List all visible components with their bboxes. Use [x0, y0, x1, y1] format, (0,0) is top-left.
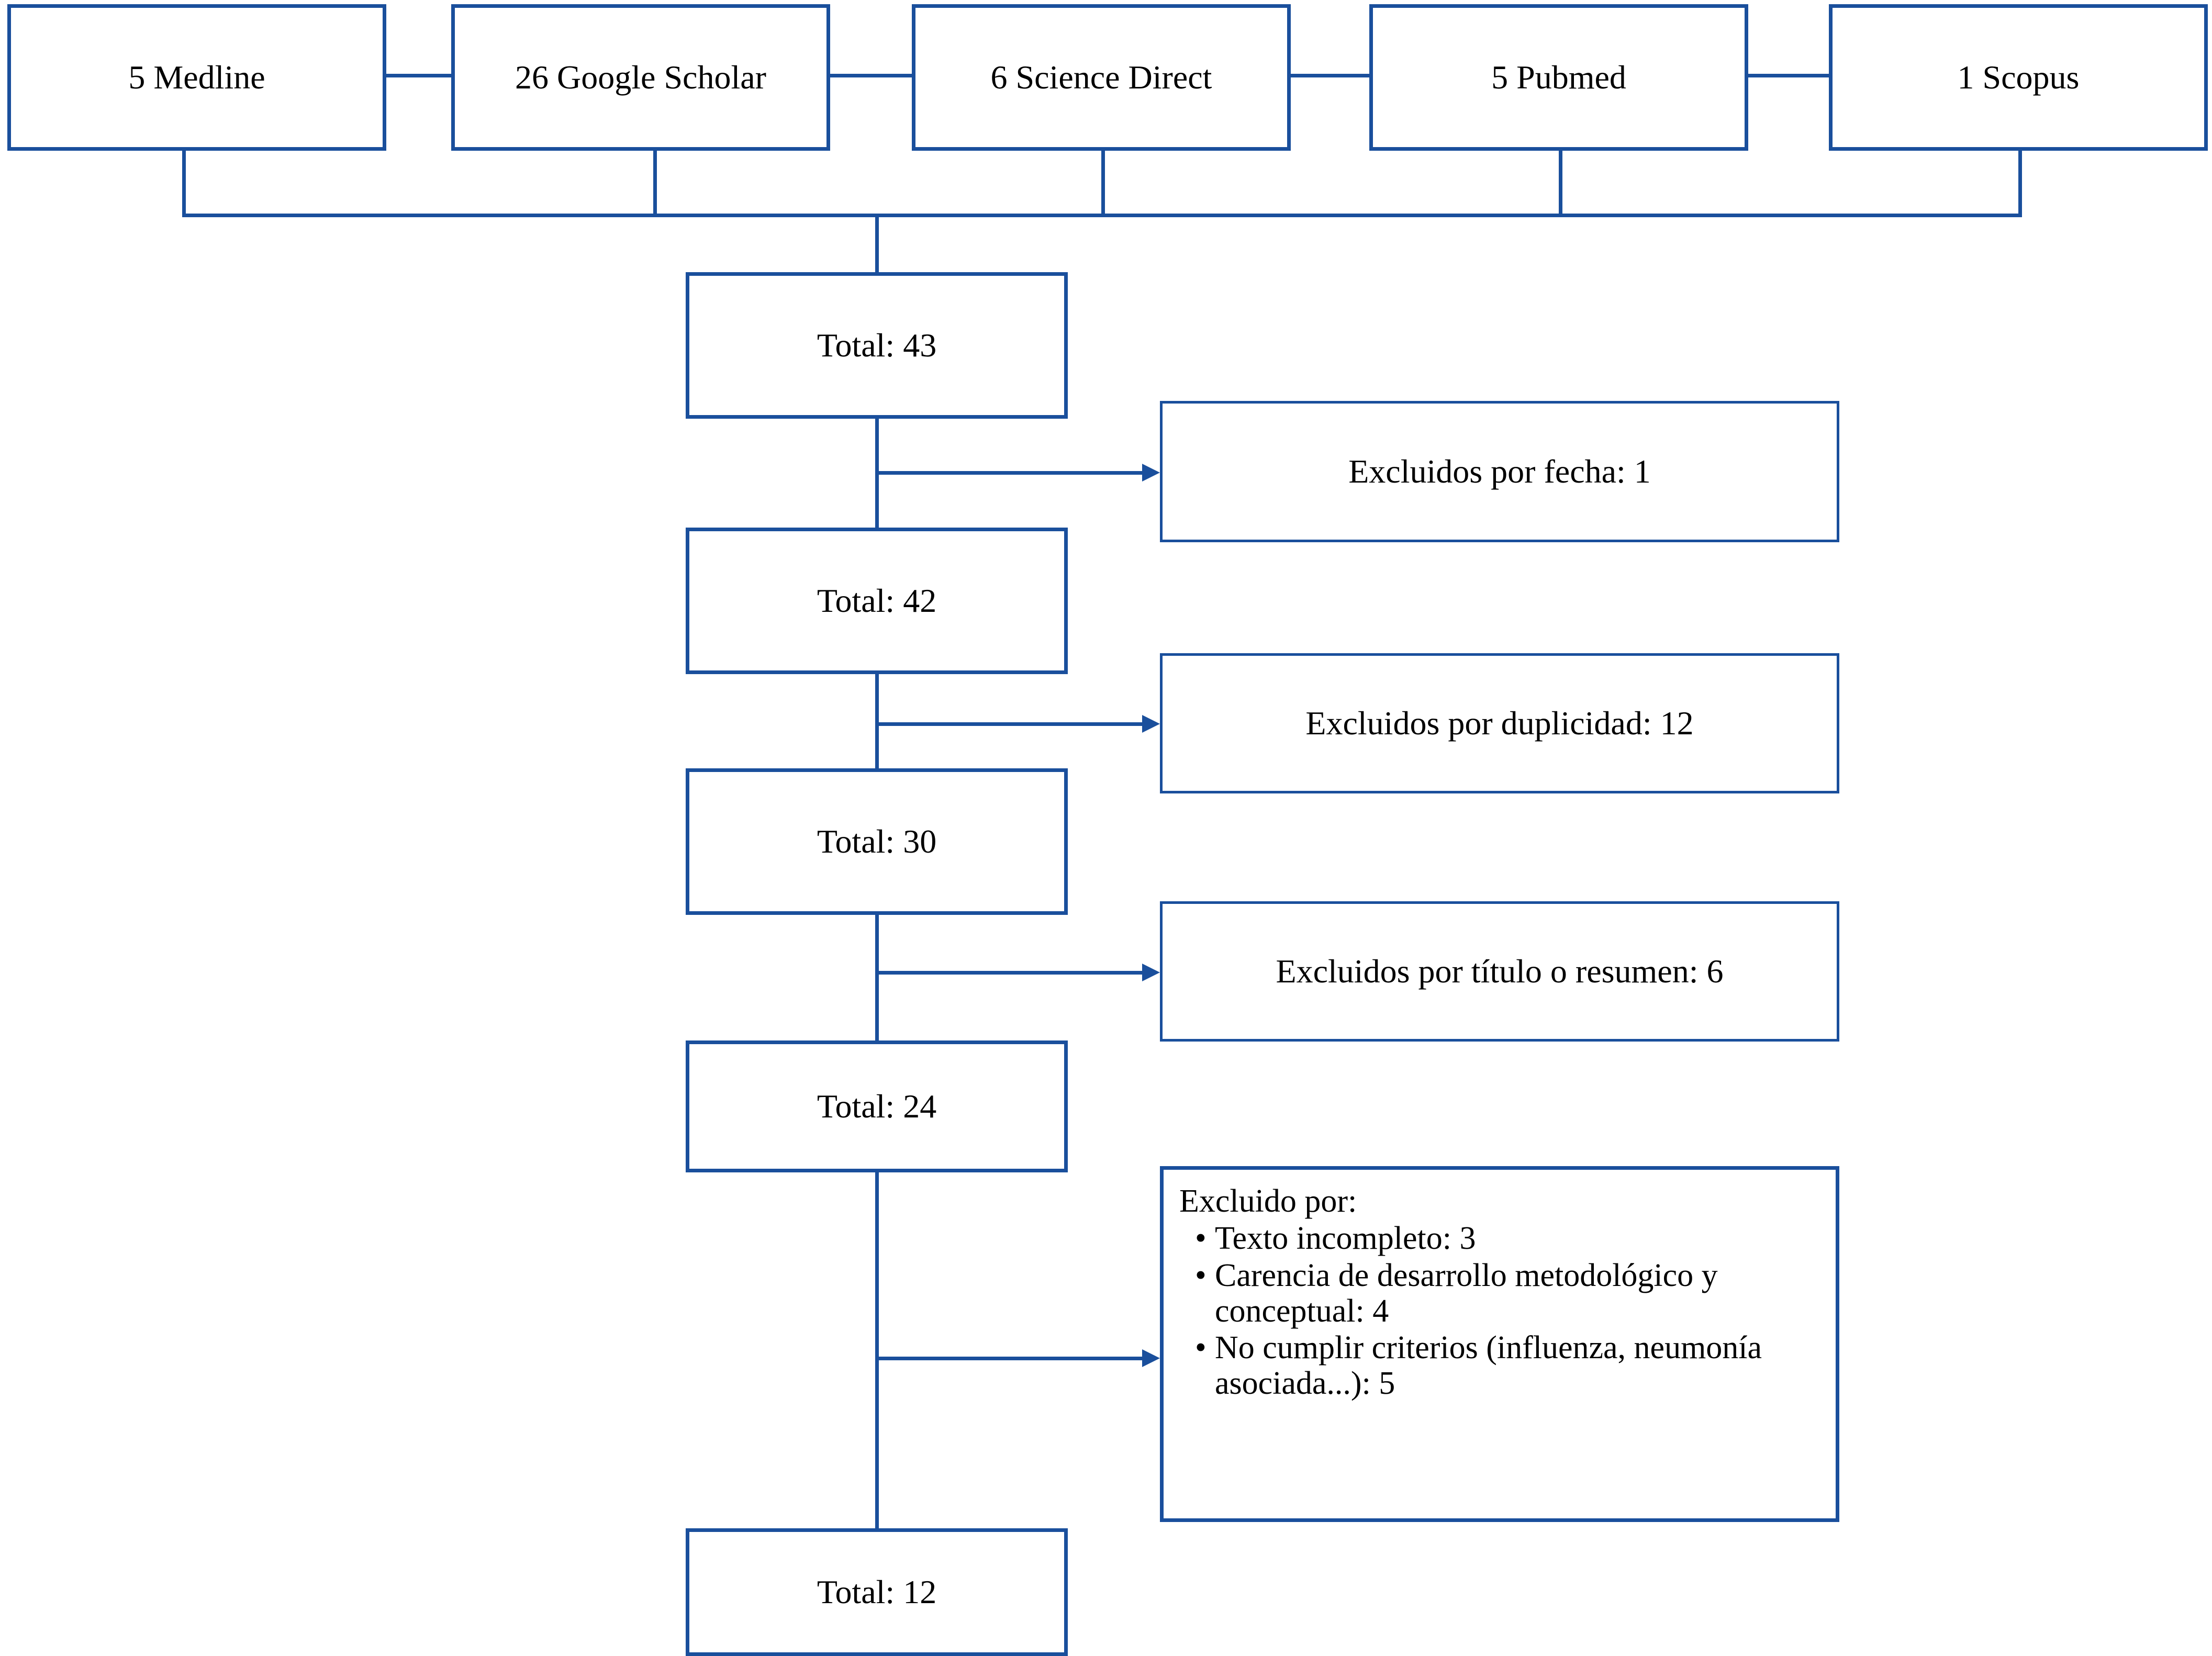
source-box-scopus [1829, 4, 2208, 151]
connector-pubmed-scopus [1748, 74, 1829, 77]
total-box-12-label: Total: 12 [817, 1573, 937, 1611]
exclusion-box-reasons [1160, 1166, 1839, 1522]
source-box-google-scholar [451, 4, 830, 151]
manifold-bus [182, 214, 2022, 217]
exclusion-reason-item: • No cumplir criterios (influenza, neumonía asociada...): 5 [1212, 1330, 1820, 1401]
drop-google-scholar [653, 151, 657, 217]
source-box-scopus-label: 1 Scopus [1957, 59, 2080, 96]
drop-scopus [2018, 151, 2022, 217]
exclusion-reasons-list [1179, 1221, 1820, 1401]
total-box-42 [686, 528, 1068, 674]
exclusion-box-duplicate-label: Excluidos por duplicidad: 12 [1305, 704, 1694, 742]
arrow-head-excluded-title [1142, 964, 1160, 981]
arrow-head-excluded-date [1142, 464, 1160, 482]
source-box-google-scholar-label: 26 Google Scholar [515, 59, 766, 96]
connector-scholar-sciencedirect [830, 74, 912, 77]
exclusion-box-duplicate [1160, 653, 1839, 793]
total-box-30-label: Total: 30 [817, 823, 937, 860]
connector-24-to-12 [875, 1172, 879, 1528]
arrow-line-excluded-duplicate [875, 722, 1142, 726]
source-box-pubmed [1369, 4, 1748, 151]
exclusion-box-date [1160, 401, 1839, 542]
connector-medline-scholar [386, 74, 451, 77]
arrow-head-excluded-reasons [1142, 1349, 1160, 1367]
source-box-medline-label: 5 Medline [128, 59, 265, 96]
total-box-12 [686, 1528, 1068, 1656]
exclusion-reason-item: • Carencia de desarrollo metodológico y conceptual: 4 [1212, 1258, 1820, 1329]
total-box-42-label: Total: 42 [817, 582, 937, 620]
total-box-30 [686, 768, 1068, 915]
arrow-line-excluded-reasons [875, 1357, 1142, 1360]
connector-sciencedirect-pubmed [1291, 74, 1369, 77]
drop-pubmed [1559, 151, 1562, 217]
exclusion-box-reasons-lead: Excluido por: [1179, 1183, 1357, 1219]
drop-science-direct [1101, 151, 1105, 217]
source-box-medline [7, 4, 386, 151]
exclusion-box-title-abstract-label: Excluidos por título o resumen: 6 [1276, 953, 1724, 990]
exclusion-reason-item: • Texto incompleto: 3 [1212, 1221, 1820, 1256]
bus-to-total-43 [875, 214, 879, 273]
source-box-science-direct-label: 6 Science Direct [990, 59, 1212, 96]
total-box-43 [686, 272, 1068, 419]
connector-42-to-30 [875, 674, 879, 768]
source-box-pubmed-label: 5 Pubmed [1491, 59, 1626, 96]
exclusion-box-date-label: Excluidos por fecha: 1 [1348, 453, 1651, 490]
arrow-head-excluded-duplicate [1142, 715, 1160, 733]
drop-medline [182, 151, 186, 217]
arrow-line-excluded-title [875, 971, 1142, 975]
source-box-science-direct [912, 4, 1291, 151]
total-box-24 [686, 1040, 1068, 1172]
connector-30-to-24 [875, 915, 879, 1040]
total-box-43-label: Total: 43 [817, 327, 937, 364]
arrow-line-excluded-date [875, 471, 1142, 475]
exclusion-box-title-abstract [1160, 901, 1839, 1042]
total-box-24-label: Total: 24 [817, 1088, 937, 1125]
